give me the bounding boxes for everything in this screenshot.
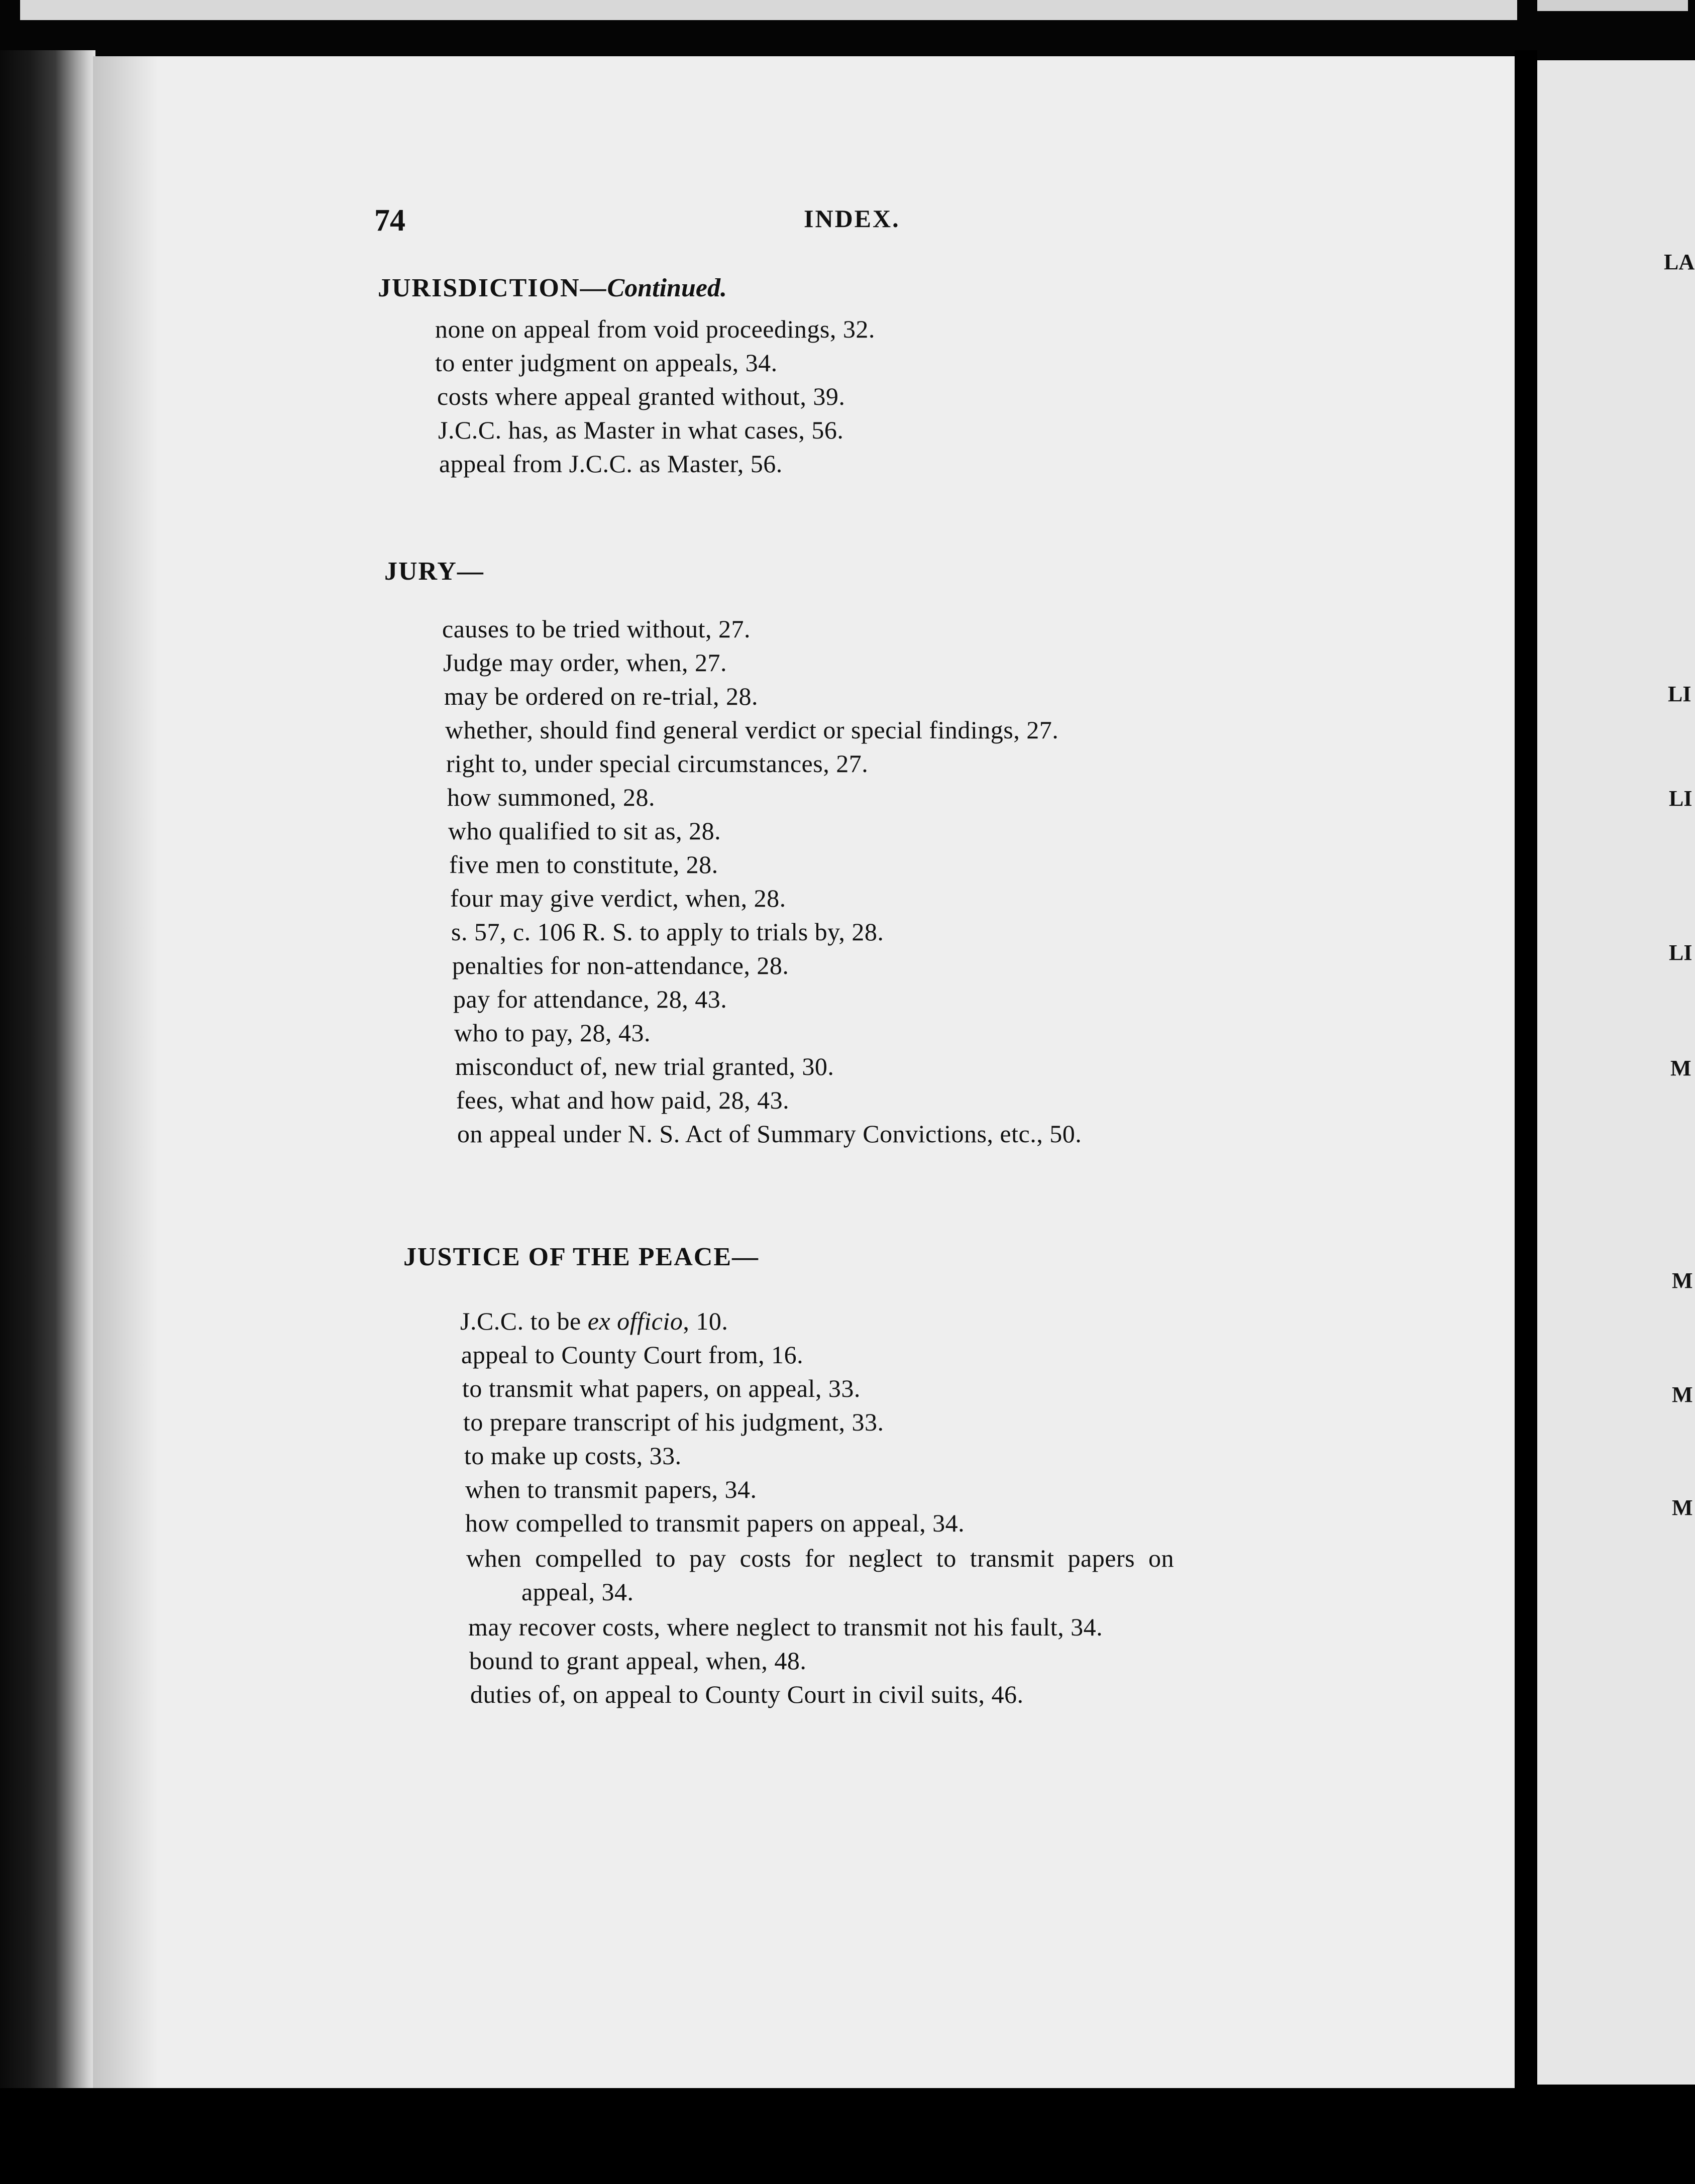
scan-top-edge [20, 0, 1517, 20]
index-entry: costs where appeal granted without, 39. [437, 382, 845, 410]
index-entry: pay for attendance, 28, 43. [453, 985, 727, 1013]
entry-italic: ex officio [587, 1307, 683, 1335]
scan-top-edge-right [1537, 0, 1688, 11]
index-entry: s. 57, c. 106 R. S. to apply to trials by, 28. [451, 918, 884, 946]
index-entry: to prepare transcript of his judgment, 33. [463, 1408, 884, 1436]
adjacent-page-fragment: M [1672, 1495, 1693, 1520]
index-entry: right to, under special circumstances, 27. [446, 749, 869, 778]
section-heading-jurisdiction [378, 275, 727, 301]
index-entry: duties of, on appeal to County Court in civil suits, 46. [470, 1680, 1024, 1708]
adjacent-page-fragment: LI [1669, 940, 1692, 965]
adjacent-page-fragment: M [1672, 1382, 1693, 1407]
running-head: INDEX. [804, 204, 900, 233]
page-number: 74 [374, 203, 405, 238]
index-entry: who to pay, 28, 43. [454, 1019, 651, 1047]
index-entry: five men to constitute, 28. [449, 850, 718, 879]
section-heading-jury: JURY— [384, 557, 484, 586]
entry-text: , 10. [683, 1307, 728, 1335]
scan-bottom-border [0, 2088, 1695, 2184]
index-entry-continuation: appeal, 34. [521, 1578, 634, 1606]
index-entry: to enter judgment on appeals, 34. [435, 349, 778, 377]
adjacent-page-fragment: LI [1669, 786, 1692, 811]
index-entry: Judge may order, when, 27. [443, 648, 727, 677]
index-entry: how compelled to transmit papers on appeal, 34. [465, 1509, 965, 1537]
page-gutter-shadow [93, 56, 158, 2088]
index-entry: fees, what and how paid, 28, 43. [456, 1086, 790, 1114]
index-entry: penalties for non-attendance, 28. [452, 951, 789, 979]
index-entry: may be ordered on re-trial, 28. [444, 682, 758, 710]
index-entry: appeal to County Court from, 16. [461, 1341, 804, 1369]
index-entry: causes to be tried without, 27. [442, 615, 751, 643]
index-entry [460, 1308, 728, 1334]
adjacent-page-fragment: LI [1668, 682, 1691, 706]
entry-text: J.C.C. to be [460, 1307, 588, 1335]
index-entry: appeal from J.C.C. as Master, 56. [439, 450, 783, 478]
index-entry: to transmit what papers, on appeal, 33. [462, 1374, 861, 1402]
heading-text: JURISDICTION— [378, 274, 607, 302]
index-entry: bound to grant appeal, when, 48. [469, 1647, 807, 1675]
index-entry: who qualified to sit as, 28. [448, 817, 721, 845]
index-entry: four may give verdict, when, 28. [450, 884, 786, 912]
index-entry: when compelled to pay costs for neglect to transmit papers on [466, 1544, 1175, 1572]
index-entry: misconduct of, new trial granted, 30. [455, 1052, 834, 1080]
page-divider [1515, 50, 1537, 2090]
heading-continued: Continued. [607, 274, 727, 302]
adjacent-page-fragment: M [1670, 1056, 1691, 1080]
index-entry: J.C.C. has, as Master in what cases, 56. [438, 416, 844, 444]
film-left-edge [0, 50, 95, 2090]
index-entry: to make up costs, 33. [464, 1442, 682, 1470]
index-entry: when to transmit papers, 34. [465, 1475, 757, 1503]
index-entry: on appeal under N. S. Act of Summary Convictions, etc., 50. [457, 1120, 1082, 1148]
index-entry: none on appeal from void proceedings, 32. [435, 315, 875, 343]
index-entry: may recover costs, where neglect to transmit not his fault, 34. [468, 1613, 1103, 1641]
adjacent-page-fragment: LA [1664, 250, 1695, 274]
index-entry: whether, should find general verdict or special findings, 27. [445, 716, 1059, 744]
adjacent-page-fragment: M [1672, 1268, 1693, 1293]
section-heading-justice-of-the-peace: JUSTICE OF THE PEACE— [403, 1243, 760, 1271]
index-entry: how summoned, 28. [447, 783, 656, 811]
